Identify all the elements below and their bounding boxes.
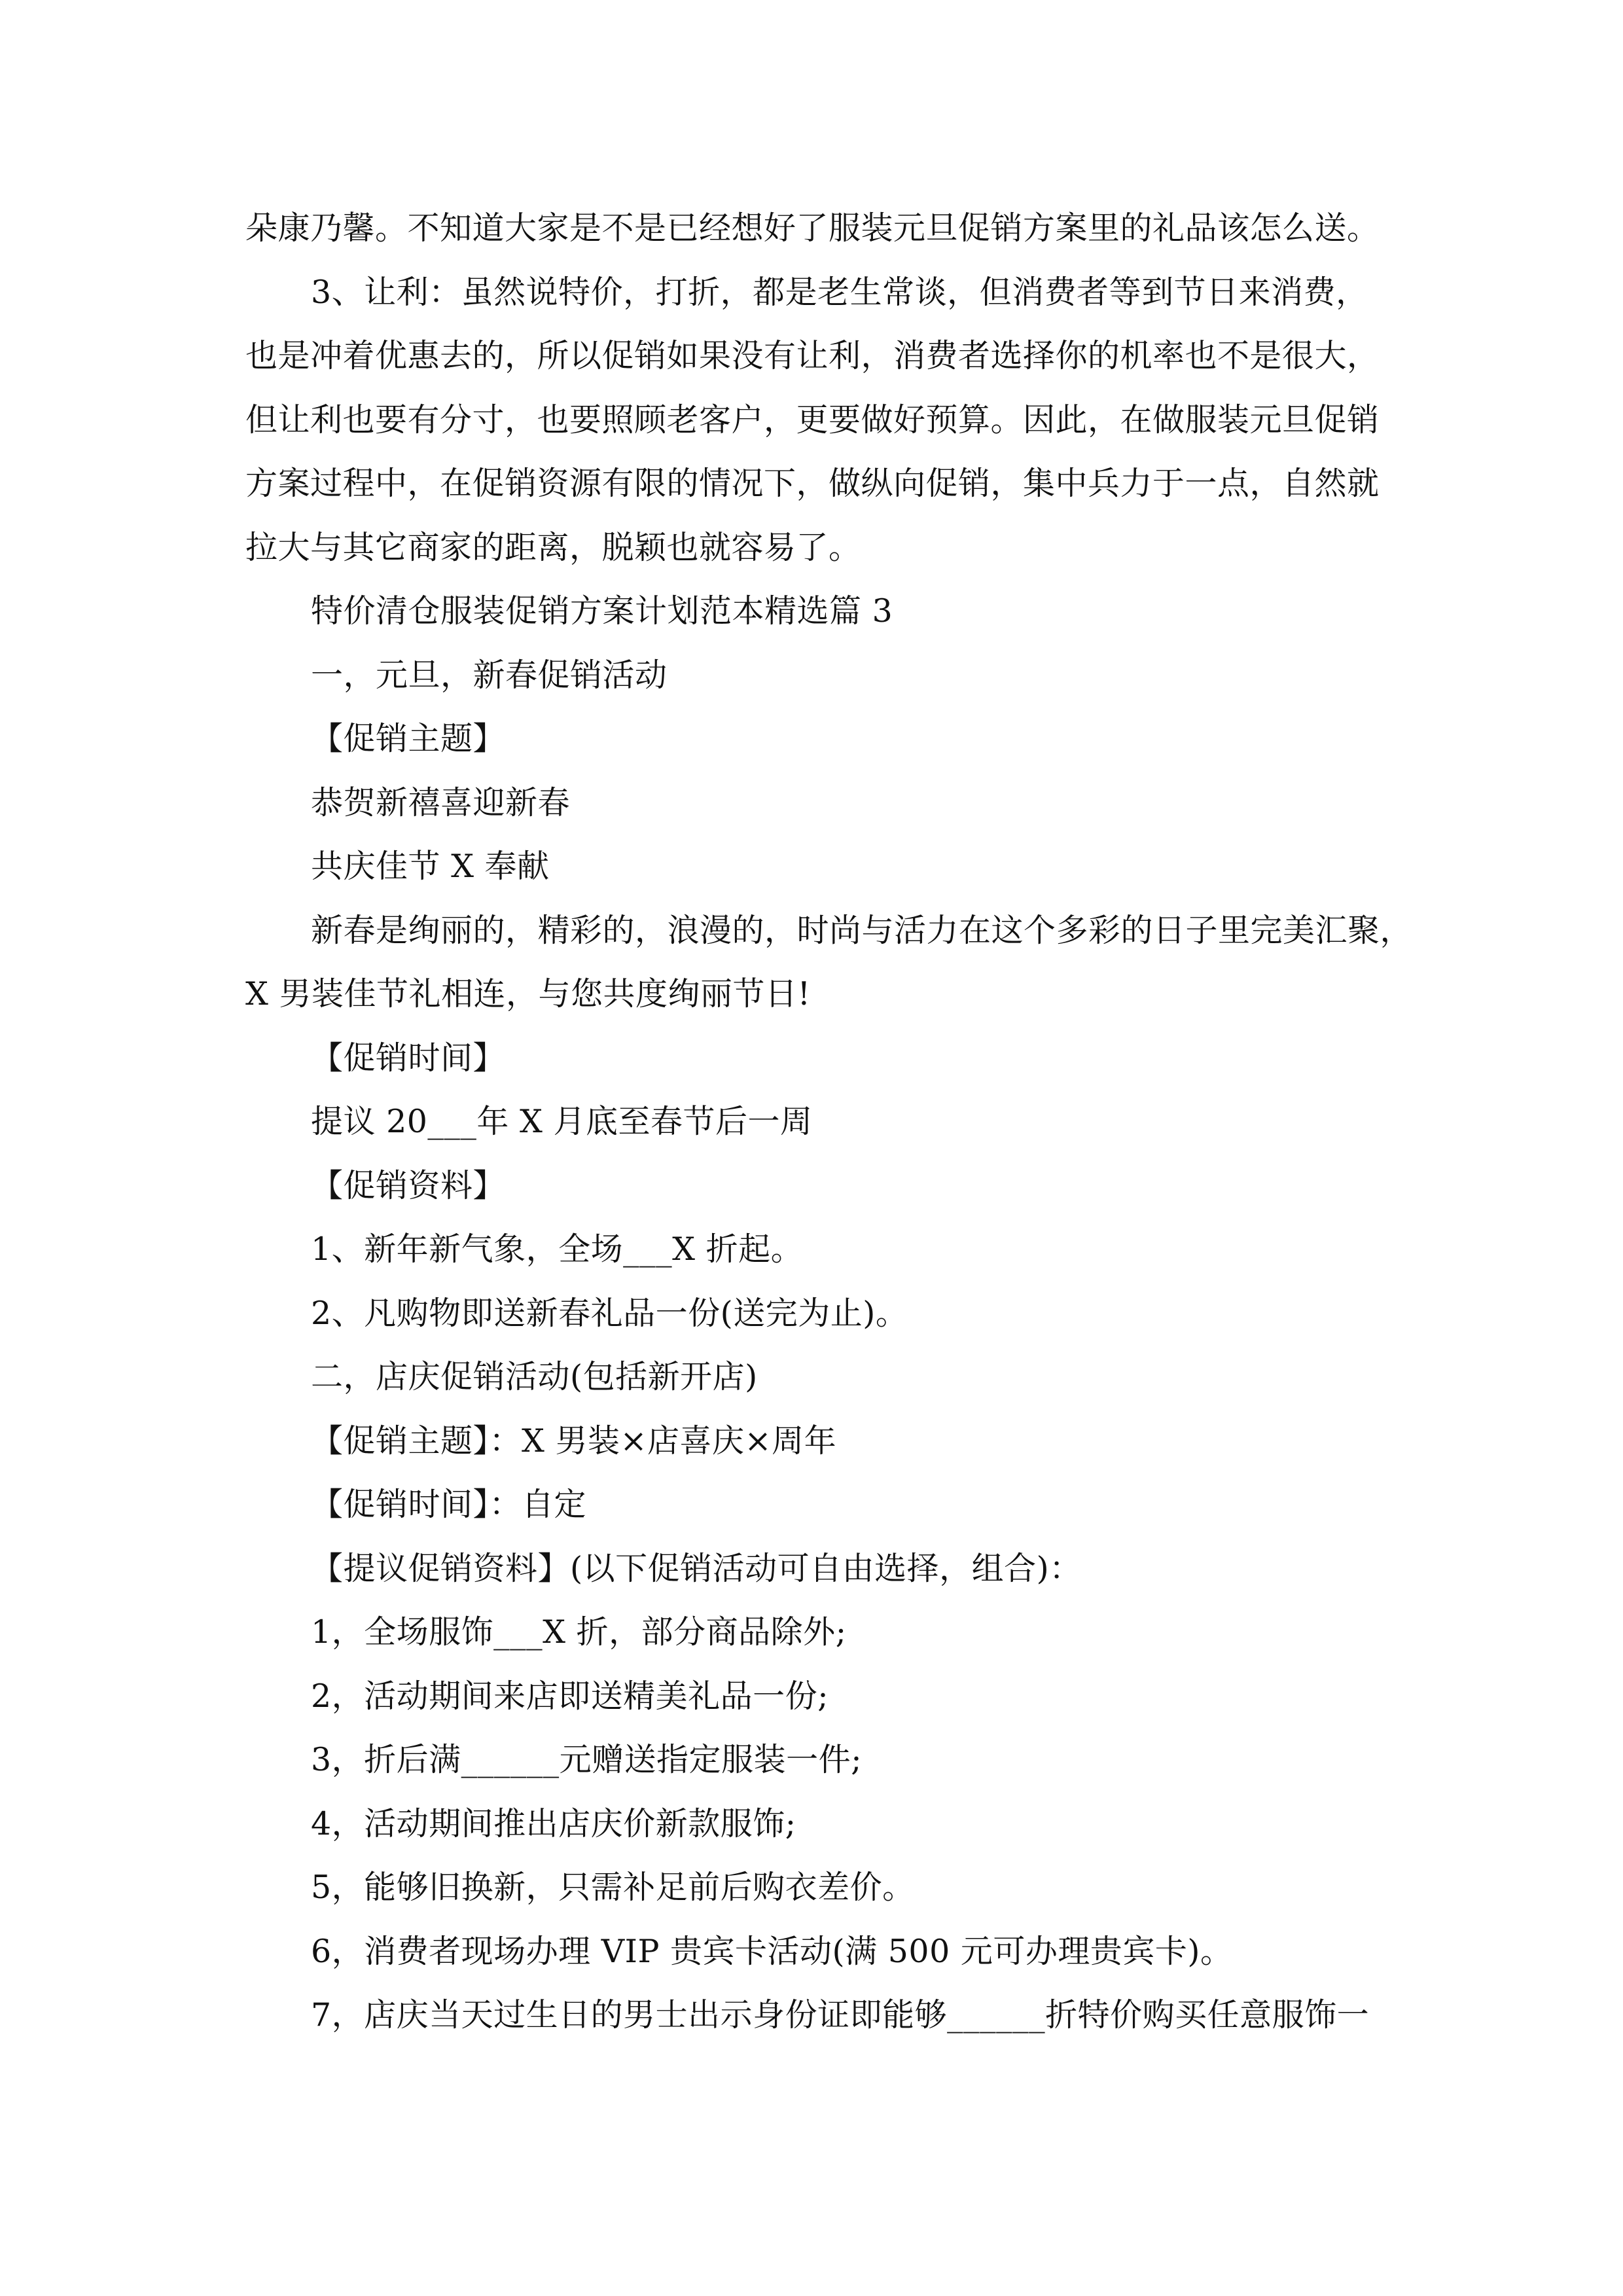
paragraph-line: 【促销主题】：X 男装×店喜庆×周年 bbox=[311, 1422, 837, 1460]
paragraph-line: X 男装佳节礼相连，与您共度绚丽节日! bbox=[245, 975, 811, 1013]
paragraph-line: 拉大与其它商家的距离，脱颖也就容易了。 bbox=[245, 528, 861, 566]
label-promo-time: 【促销时间】 bbox=[311, 1039, 506, 1077]
list-item: 5，能够旧换新，只需补足前后购衣差价。 bbox=[311, 1869, 915, 1906]
subsection-heading: 一，元旦，新春促销活动 bbox=[311, 656, 668, 694]
paragraph-line: 也是冲着优惠去的，所以促销如果没有让利，消费者选择你的机率也不是很大， bbox=[245, 337, 1380, 374]
list-item: 7，店庆当天过生日的男士出示身份证即能够______折特价购买任意服饰一 bbox=[311, 1996, 1370, 2034]
paragraph-line: 朵康乃馨。不知道大家是不是已经想好了服装元旦促销方案里的礼品该怎么送。 bbox=[245, 209, 1380, 247]
label-promo-theme: 【促销主题】 bbox=[311, 720, 506, 757]
list-item: 2，活动期间来店即送精美礼品一份; bbox=[311, 1677, 829, 1715]
label-promo-materials: 【促销资料】 bbox=[311, 1166, 506, 1204]
paragraph-line: 【提议促销资料】(以下促销活动可自由选择，组合)： bbox=[311, 1549, 1082, 1587]
paragraph-line: 共庆佳节 X 奉献 bbox=[311, 848, 550, 885]
paragraph-line: 3、让利：虽然说特价，打折，都是老生常谈，但消费者等到节日来消费， bbox=[311, 273, 1368, 311]
list-item: 6，消费者现场办理 VIP 贵宾卡活动(满 500 元可办理贵宾卡)。 bbox=[311, 1932, 1233, 1970]
paragraph-line: 【促销时间】：自定 bbox=[311, 1486, 587, 1523]
subsection-heading: 二，店庆促销活动(包括新开店) bbox=[311, 1358, 758, 1395]
section-heading: 特价清仓服装促销方案计划范本精选篇 3 bbox=[311, 592, 893, 630]
paragraph-line: 提议 20___年 X 月底至春节后一周 bbox=[311, 1103, 813, 1140]
list-item: 4，活动期间推出店庆价新款服饰; bbox=[311, 1804, 796, 1842]
list-item: 2、凡购物即送新春礼品一份(送完为止)。 bbox=[311, 1294, 908, 1332]
list-item: 3，折后满______元赠送指定服装一件; bbox=[311, 1741, 863, 1778]
list-item: 1，全场服饰___X 折，部分商品除外; bbox=[311, 1613, 847, 1651]
paragraph-line: 恭贺新禧喜迎新春 bbox=[311, 783, 571, 821]
document-body bbox=[245, 196, 1413, 2047]
paragraph-line: 但让利也要有分寸，也要照顾老客户，更要做好预算。因此，在做服装元旦促销 bbox=[245, 401, 1380, 439]
list-item: 1、新年新气象，全场___X 折起。 bbox=[311, 1230, 804, 1268]
paragraph-line: 新春是绚丽的，精彩的，浪漫的，时尚与活力在这个多彩的日子里完美汇聚， bbox=[311, 911, 1413, 949]
paragraph-line: 方案过程中，在促销资源有限的情况下，做纵向促销，集中兵力于一点，自然就 bbox=[245, 465, 1380, 502]
